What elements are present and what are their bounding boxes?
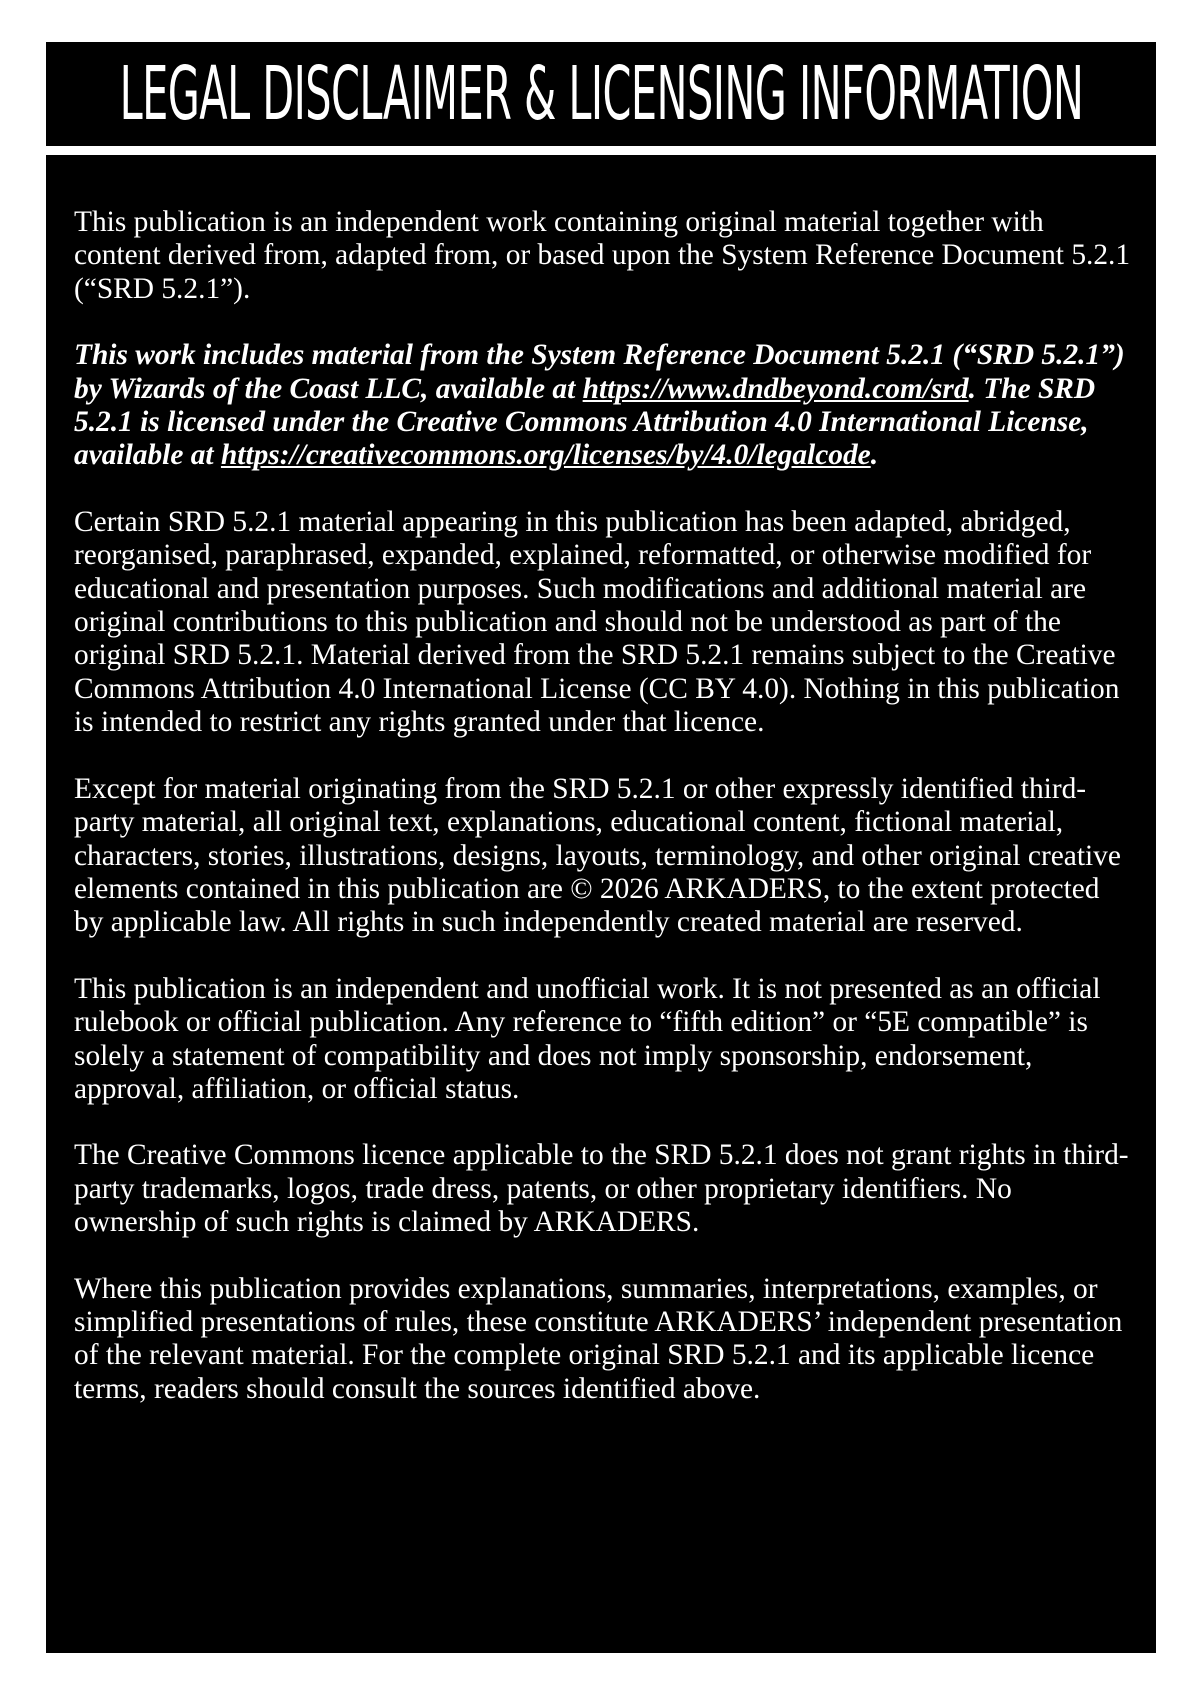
copyright-paragraph: Except for material originating from the SRD 5.2.1 or other expressly identified third-party material, all original text, explanations, educational content, fictional material, characters, stories, illustrations, designs, layouts, terminology, and other original creative elements contained in this publication are © 2026 ARKADERS, to the extent protected by applicable law. All rights in such independently created material are reserved. [74,772,1121,939]
license-link[interactable]: https://creativecommons.org/licenses/by/4.0/legalcode [220,439,871,472]
page-title: LEGAL DISCLAIMER & LICENSING INFORMATION [119,51,1083,137]
intro-paragraph: This publication is an independent work containing original material together with content derived from, adapted from, or based upon the System Reference Document 5.2.1 (“SRD 5.2.1”). [74,206,1131,305]
attribution-paragraph [74,339,1132,473]
srd-link[interactable]: https://www.dndbeyond.com/srd [582,372,969,405]
modifications-paragraph: Certain SRD 5.2.1 material appearing in this publication has been adapted, abridged, reorganised, paraphrased, expanded, explained, reformatted, or otherwise modified for educational and presentation purposes. Such modifications and additional material are original contributions to this publication and should not be understood as part of the original SRD 5.2.1. Material derived from the SRD 5.2.1 remains subject to the Creative Commons Attribution 4.0 International License (CC BY 4.0). Nothing in this publication is intended to restrict any rights granted under that licence. [74,505,1120,739]
attribution-text: This work includes material from the System Reference Document 5.2.1 (“SRD 5.2.1”) by Wizards of the Coast LLC, available at [74,339,1125,405]
attribution-end: . [870,439,879,472]
disclaimer-body [46,155,1156,1653]
title-banner [46,42,1156,146]
attribution-text-2: . The SRD 5.2.1 is licensed under the Creative Commons Attribution 4.0 International License, available at [74,372,1096,472]
presentation-paragraph: Where this publication provides explanations, summaries, interpretations, examples, or simplified presentations of rules, these constitute ARKADERS’ independent presentation of the relevant material. For the complete original SRD 5.2.1 and its applicable licence terms, readers should consult the sources identified above. [74,1272,1123,1405]
unofficial-paragraph: This publication is an independent and unofficial work. It is not presented as an official rulebook or official publication. Any reference to “fifth edition” or “5E compatible” is solely a statement of compatibility and does not imply sponsorship, endorsement, approval, affiliation, or official status. [74,972,1101,1105]
trademark-paragraph: The Creative Commons licence applicable to the SRD 5.2.1 does not grant rights in third-party trademarks, logos, trade dress, patents, or other proprietary identifiers. No ownership of such rights is claimed by ARKADERS. [74,1139,1129,1239]
